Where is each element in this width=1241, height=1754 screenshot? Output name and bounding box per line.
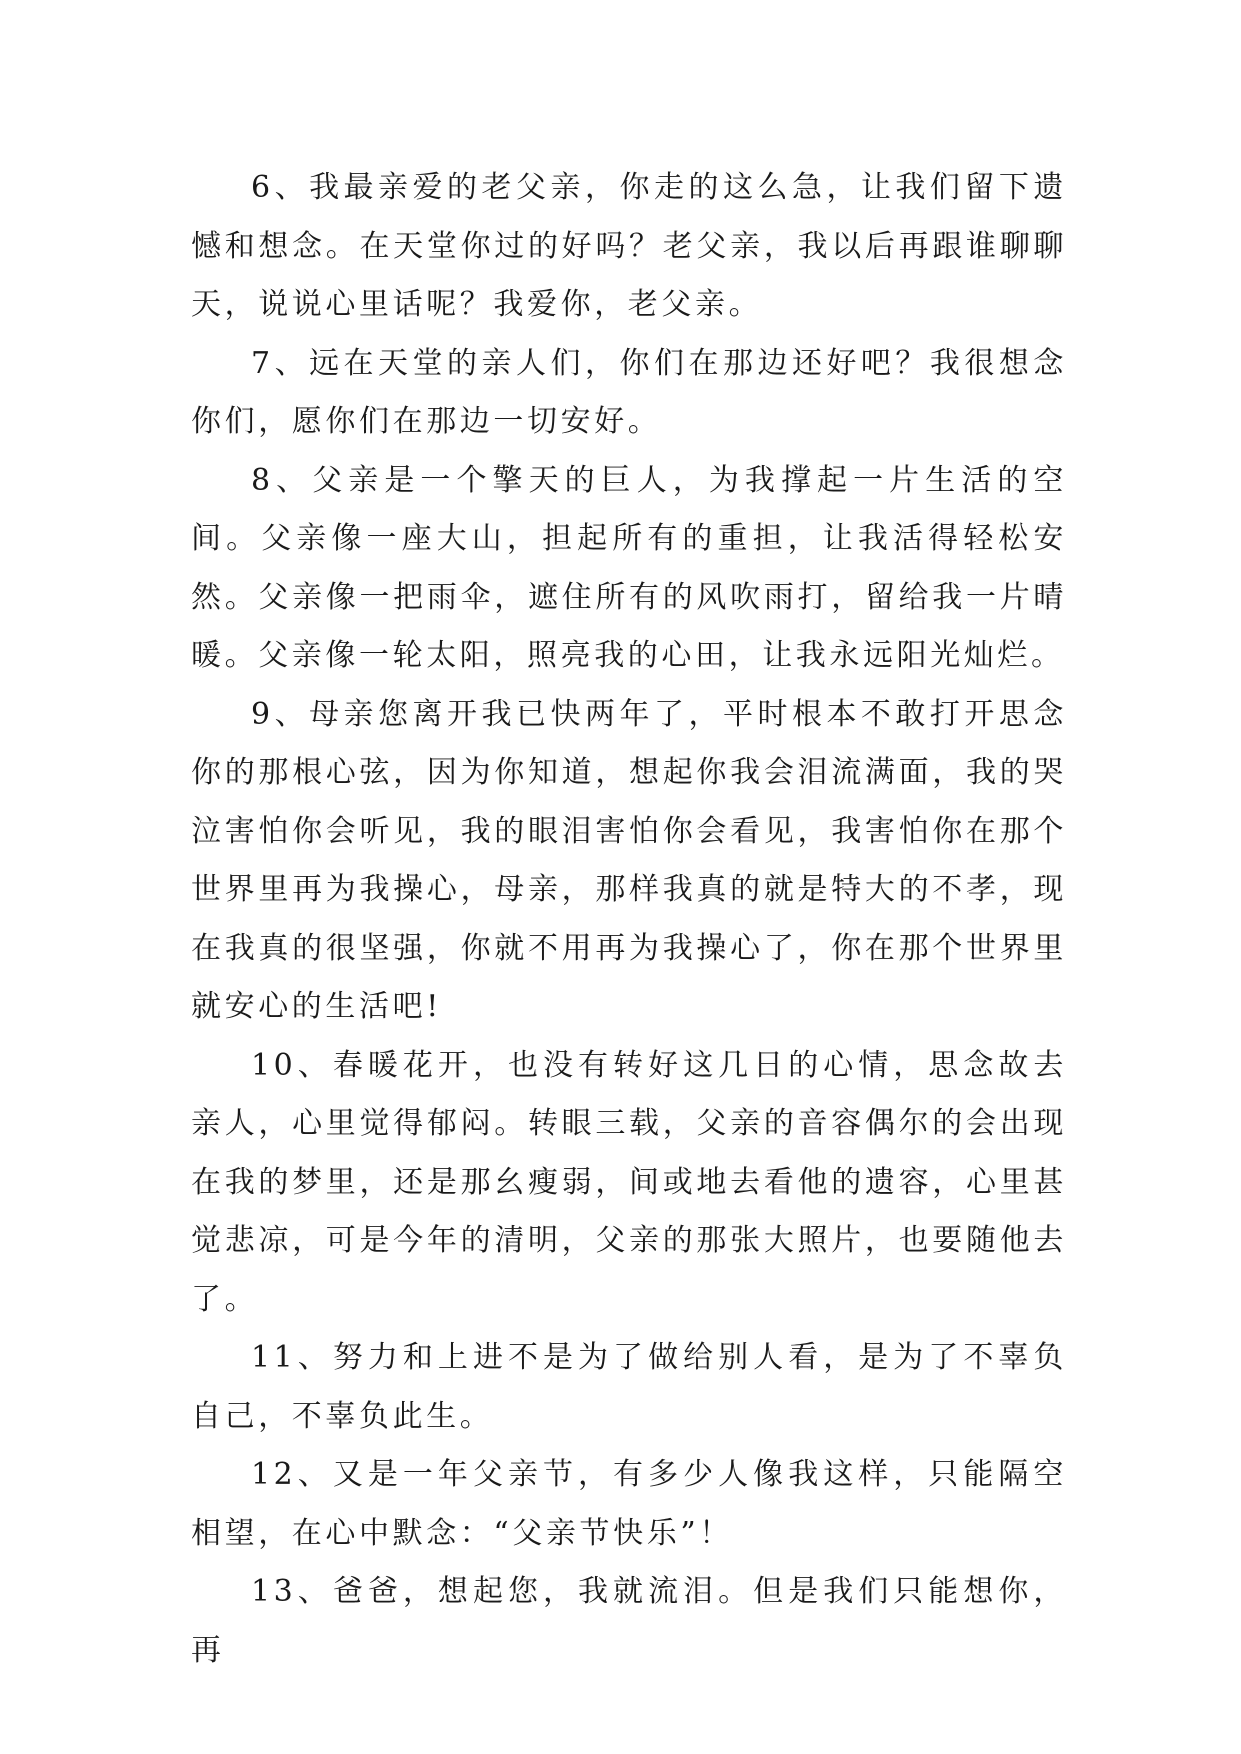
paragraph-9: 9、母亲您离开我已快两年了，平时根本不敢打开思念你的那根心弦，因为你知道，想起你我会泪流满面，我的哭泣害怕你会听见，我的眼泪害怕你会看见，我害怕你在那个世界里再为我操心，母亲，那样我真的就是特大的不孝，现在我真的很坚强，你就不用再为我操心了，你在那个世界里就安心的生活吧! [191,696,1067,1024]
paragraph-8: 8、父亲是一个擎天的巨人，为我撑起一片生活的空间。父亲像一座大山，担起所有的重担，让我活得轻松安然。父亲像一把雨伞，遮住所有的风吹雨打，留给我一片晴暖。父亲像一轮太阳，照亮我的心田，让我永远阳光灿烂。 [191,462,1067,673]
paragraph-11: 11、努力和上进不是为了做给别人看，是为了不辜负自己，不辜负此生。 [191,1340,1067,1434]
paragraph-10: 10、春暖花开，也没有转好这几日的心情，思念故去亲人，心里觉得郁闷。转眼三载，父亲的音容偶尔的会出现在我的梦里，还是那幺瘦弱，间或地去看他的遗容，心里甚觉悲凉，可是今年的清明，父亲的那张大照片，也要随他去了。 [191,1047,1067,1317]
paragraph-6: 6、我最亲爱的老父亲，你走的这么急，让我们留下遗憾和想念。在天堂你过的好吗？老父亲，我以后再跟谁聊聊天，说说心里话呢？我爱你，老父亲。 [191,170,1067,322]
paragraph-7: 7、远在天堂的亲人们，你们在那边还好吧？我很想念你们，愿你们在那边一切安好。 [191,345,1067,439]
document-body [191,159,1067,1680]
paragraph-12: 12、又是一年父亲节，有多少人像我这样，只能隔空相望，在心中默念：“父亲节快乐”！ [191,1457,1067,1551]
paragraph-13: 13、爸爸，想起您，我就流泪。但是我们只能想你，再 [191,1574,1067,1668]
